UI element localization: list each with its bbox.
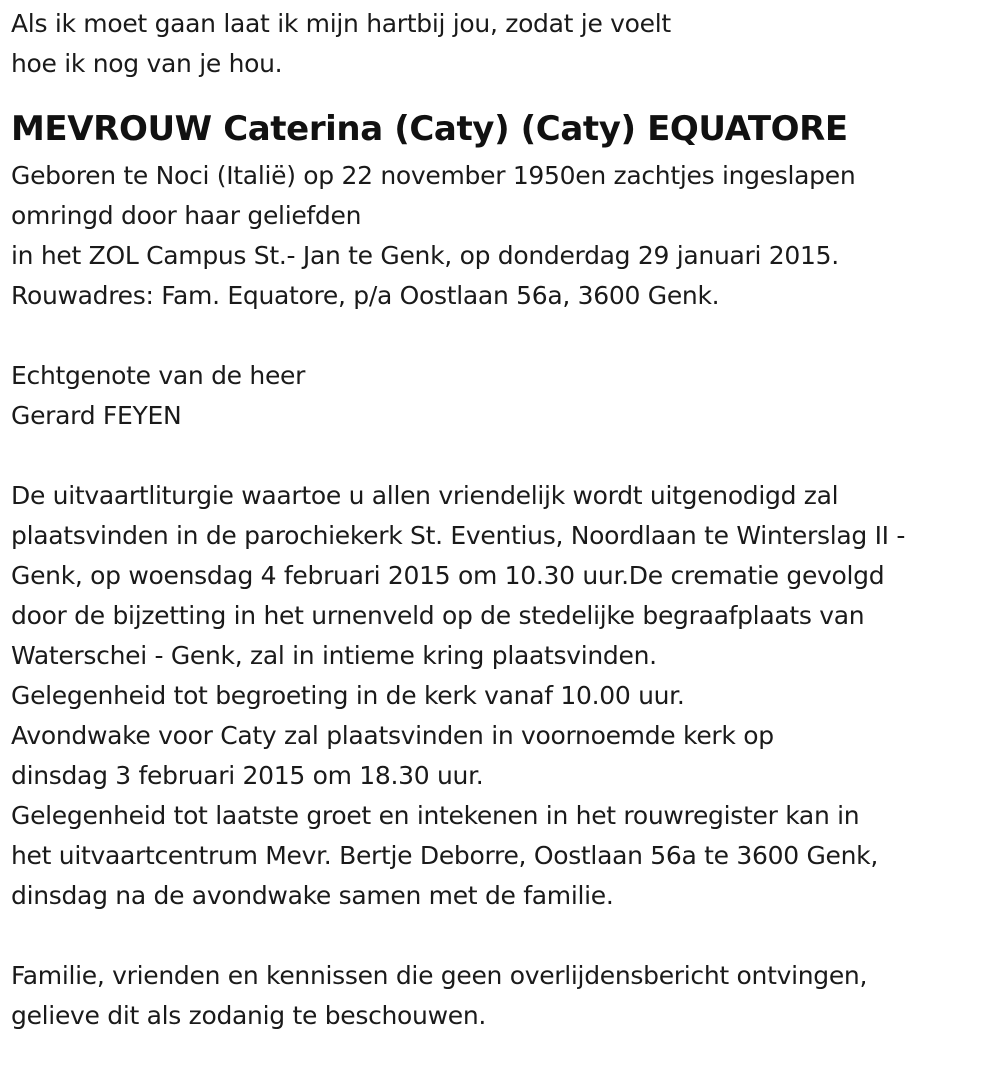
deceased-name: MEVROUW Caterina (Caty) (Caty) EQUATORE xyxy=(11,109,848,149)
ceremony-line: De uitvaartliturgie waartoe u allen vriendelijk wordt uitgenodigd zal xyxy=(11,481,839,510)
ceremony-block xyxy=(11,476,991,916)
ceremony-line: Gelegenheid tot laatste groet en intekenen in het rouwregister kan in xyxy=(11,801,860,830)
obituary-notice xyxy=(11,4,991,1036)
spouse-block xyxy=(11,356,991,436)
birth-death-line: omringd door haar geliefden xyxy=(11,201,362,230)
ceremony-line: Avondwake voor Caty zal plaatsvinden in voornoemde kerk op xyxy=(11,721,774,750)
ceremony-line: dinsdag 3 februari 2015 om 18.30 uur. xyxy=(11,761,484,790)
birth-death-block xyxy=(11,156,991,316)
ceremony-line: Waterschei - Genk, zal in intieme kring plaatsvinden. xyxy=(11,641,657,670)
birth-death-line: Geboren te Noci (Italië) op 22 november 1950en zachtjes ingeslapen xyxy=(11,161,856,190)
closing-block xyxy=(11,956,991,1036)
spouse-line: Echtgenote van de heer xyxy=(11,361,306,390)
birth-death-line: in het ZOL Campus St.- Jan te Genk, op donderdag 29 januari 2015. xyxy=(11,241,839,270)
closing-line: Familie, vrienden en kennissen die geen overlijdensbericht ontvingen, xyxy=(11,961,868,990)
spacer xyxy=(11,436,991,476)
ceremony-line: het uitvaartcentrum Mevr. Bertje Deborre, Oostlaan 56a te 3600 Genk, xyxy=(11,841,879,870)
closing-line: gelieve dit als zodanig te beschouwen. xyxy=(11,1001,487,1030)
poem-block xyxy=(11,4,991,84)
mourning-address: Rouwadres: Fam. Equatore, p/a Oostlaan 56a, 3600 Genk. xyxy=(11,281,720,310)
spacer xyxy=(11,916,991,956)
spacer xyxy=(11,316,991,356)
ceremony-line: door de bijzetting in het urnenveld op de stedelijke begraafplaats van xyxy=(11,601,865,630)
ceremony-line: dinsdag na de avondwake samen met de familie. xyxy=(11,881,614,910)
ceremony-line: plaatsvinden in de parochiekerk St. Eventius, Noordlaan te Winterslag II - xyxy=(11,521,906,550)
poem-line: Als ik moet gaan laat ik mijn hartbij jou, zodat je voelt xyxy=(11,9,671,38)
poem-line: hoe ik nog van je hou. xyxy=(11,49,283,78)
ceremony-line: Gelegenheid tot begroeting in de kerk vanaf 10.00 uur. xyxy=(11,681,685,710)
spouse-name: Gerard FEYEN xyxy=(11,401,182,430)
ceremony-line: Genk, op woensdag 4 februari 2015 om 10.30 uur.De crematie gevolgd xyxy=(11,561,885,590)
